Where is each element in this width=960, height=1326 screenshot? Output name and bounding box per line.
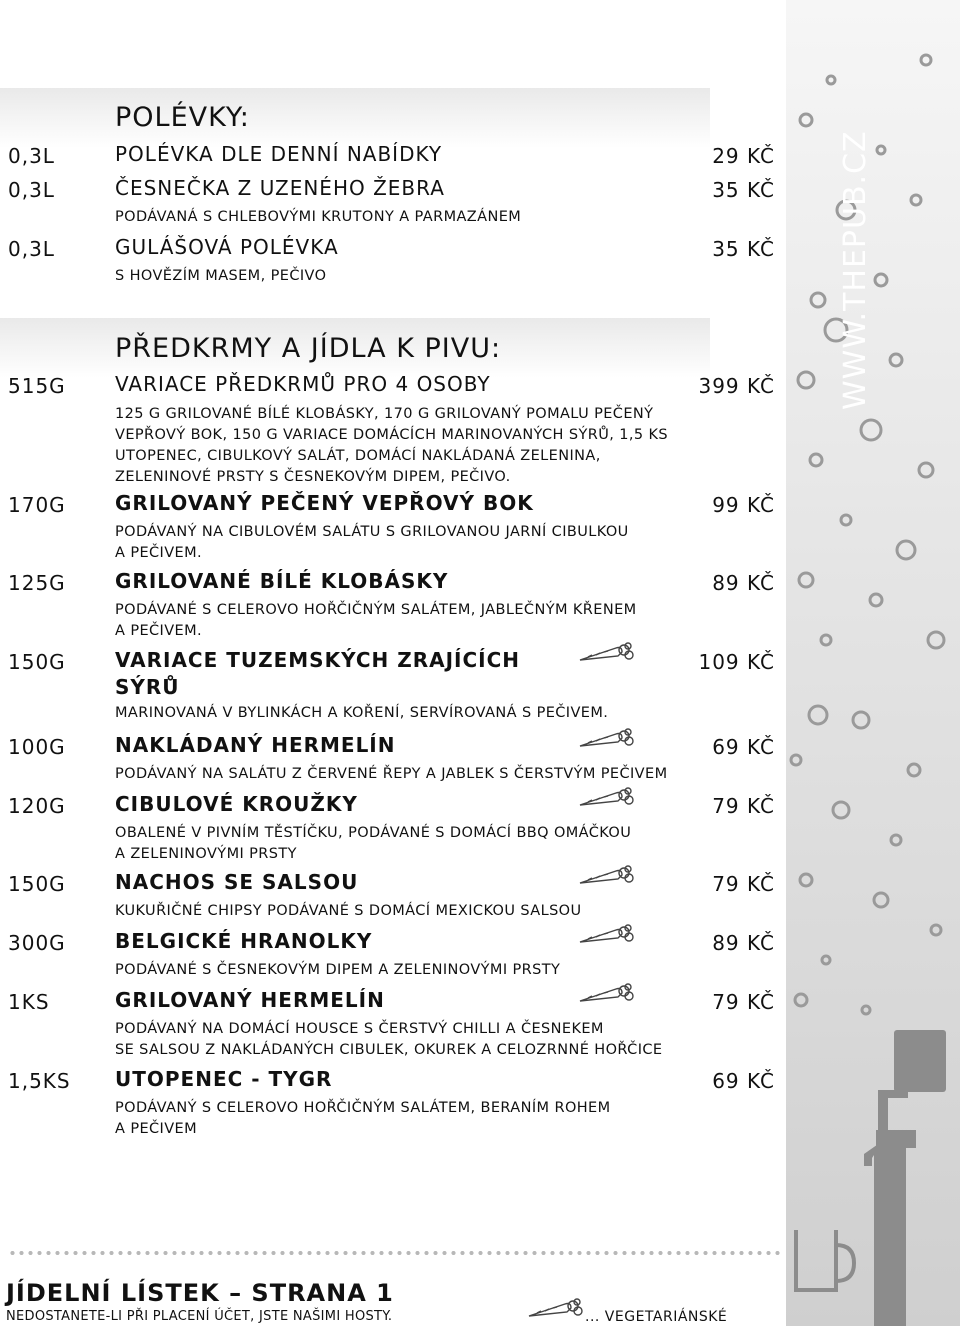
footer-note: NEDOSTANETE-LI PŘI PLACENÍ ÚČET, JSTE NAŠIMI HOSTY. bbox=[6, 1309, 393, 1324]
item-qty: 120G bbox=[8, 794, 66, 818]
item-name: GRILOVANÉ BÍLÉ KLOBÁSKY bbox=[115, 569, 449, 593]
site-url: WWW.THEPUB.CZ bbox=[838, 130, 873, 410]
item-description: PODÁVANÉ S ČESNEKOVÝM DIPEM A ZELENINOVÝMI PRSTY bbox=[115, 962, 561, 978]
item-name: CIBULOVÉ KROUŽKY bbox=[115, 792, 358, 816]
item-name: GRILOVANÝ PEČENÝ VEPŘOVÝ BOK bbox=[115, 491, 534, 515]
item-name: POLÉVKA DLE DENNÍ NABÍDKY bbox=[115, 142, 443, 166]
item-price: 109 KČ bbox=[698, 650, 775, 674]
item-description: KUKUŘIČNÉ CHIPSY PODÁVANÉ S DOMÁCÍ MEXICKOU SALSOU bbox=[115, 903, 582, 919]
item-name: VARIACE TUZEMSKÝCH ZRAJÍCÍCH SÝRŮ bbox=[115, 648, 521, 699]
item-name: NACHOS SE SALSOU bbox=[115, 870, 359, 894]
item-qty: 125G bbox=[8, 571, 66, 595]
item-qty: 300G bbox=[8, 931, 66, 955]
item-qty: 170G bbox=[8, 493, 66, 517]
item-name: VARIACE PŘEDKRMŮ PRO 4 OSOBY bbox=[115, 372, 491, 396]
vegetarian-icon bbox=[578, 924, 634, 946]
vegetarian-icon bbox=[527, 1298, 583, 1320]
footer-title: JÍDELNÍ LÍSTEK – STRANA 1 bbox=[6, 1279, 394, 1307]
item-description: 125 G GRILOVANÉ BÍLÉ KLOBÁSKY, 170 G GRILOVANÝ POMALU PEČENÝ VEPŘOVÝ BOK, 150 G VARIACE DOMÁCÍCH MARINOVANÝCH SÝRŮ, 1,5 KS UTOPENEC, CIBULKOVÝ SALÁT, DOMÁCÍ NAKLÁDANÁ ZELENINA, ZELENINOVÉ PRSTY S ČESNEKOVÝM DIPEM, PEČIVO. bbox=[115, 406, 669, 485]
section-title-starters: PŘEDKRMY A JÍDLA K PIVU: bbox=[115, 333, 502, 364]
vegetarian-legend: ... VEGETARIÁNSKÉ bbox=[585, 1309, 728, 1325]
item-description: PODÁVANÝ S CELEROVO HOŘČIČNÝM SALÁTEM, BERANÍM ROHEM A PEČIVEM bbox=[115, 1100, 611, 1137]
item-description: PODÁVANÝ NA DOMÁCÍ HOUSCE S ČERSTVÝ CHILLI A ČESNEKEM SE SALSOU Z NAKLÁDANÝCH CIBULEK, OKUREK A CELOZRNNÉ HOŘČICE bbox=[115, 1021, 663, 1058]
item-price: 69 KČ bbox=[712, 1069, 775, 1093]
vegetarian-icon bbox=[578, 983, 634, 1005]
item-description: PODÁVANÁ S CHLEBOVÝMI KRUTONY A PARMAZÁNEM bbox=[115, 209, 522, 225]
vegetarian-icon bbox=[578, 728, 634, 750]
item-qty: 150G bbox=[8, 872, 66, 896]
item-qty: 0,3L bbox=[8, 178, 55, 202]
item-name: GRILOVANÝ HERMELÍN bbox=[115, 988, 385, 1012]
item-price: 69 KČ bbox=[712, 735, 775, 759]
item-qty: 0,3L bbox=[8, 144, 55, 168]
item-price: 29 KČ bbox=[712, 144, 775, 168]
item-qty: 1,5KS bbox=[8, 1069, 71, 1093]
item-description: PODÁVANÉ S CELEROVO HOŘČIČNÝM SALÁTEM, JABLEČNÝM KŘENEM A PEČIVEM. bbox=[115, 602, 637, 639]
item-description: PODÁVANÝ NA CIBULOVÉM SALÁTU S GRILOVANOU JARNÍ CIBULKOU A PEČIVEM. bbox=[115, 524, 629, 561]
item-name: NAKLÁDANÝ HERMELÍN bbox=[115, 733, 396, 757]
vegetarian-icon bbox=[578, 865, 634, 887]
item-price: 79 KČ bbox=[712, 872, 775, 896]
item-price: 35 KČ bbox=[712, 178, 775, 202]
item-price: 79 KČ bbox=[712, 990, 775, 1014]
section-title-soups: POLÉVKY: bbox=[115, 102, 250, 133]
item-description: OBALENÉ V PIVNÍM TĚSTÍČKU, PODÁVANÉ S DOMÁCÍ BBQ OMÁČKOU A ZELENINOVÝMI PRSTY bbox=[115, 825, 632, 862]
item-name: BELGICKÉ HRANOLKY bbox=[115, 929, 373, 953]
item-description: MARINOVANÁ V BYLINKÁCH A KOŘENÍ, SERVÍROVANÁ S PEČIVEM. bbox=[115, 705, 609, 721]
item-qty: 150G bbox=[8, 650, 66, 674]
vegetarian-icon bbox=[578, 787, 634, 809]
item-description: S HOVĚZÍM MASEM, PEČIVO bbox=[115, 268, 327, 284]
item-name: UTOPENEC - TYGR bbox=[115, 1067, 333, 1091]
item-price: 35 KČ bbox=[712, 237, 775, 261]
item-qty: 1KS bbox=[8, 990, 50, 1014]
item-price: 399 KČ bbox=[698, 374, 775, 398]
item-price: 79 KČ bbox=[712, 794, 775, 818]
header-band bbox=[0, 88, 710, 148]
vegetarian-icon bbox=[578, 642, 634, 664]
item-description: PODÁVANÝ NA SALÁTU Z ČERVENÉ ŘEPY A JABLEK S ČERSTVÝM PEČIVEM bbox=[115, 766, 668, 782]
item-qty: 0,3L bbox=[8, 237, 55, 261]
item-qty: 100G bbox=[8, 735, 66, 759]
item-price: 89 KČ bbox=[712, 931, 775, 955]
item-qty: 515G bbox=[8, 374, 66, 398]
item-price: 89 KČ bbox=[712, 571, 775, 595]
dotted-divider bbox=[8, 1250, 783, 1256]
item-name: ČESNEČKA Z UZENÉHO ŽEBRA bbox=[115, 176, 445, 200]
item-name: GULÁŠOVÁ POLÉVKA bbox=[115, 235, 339, 259]
item-price: 99 KČ bbox=[712, 493, 775, 517]
